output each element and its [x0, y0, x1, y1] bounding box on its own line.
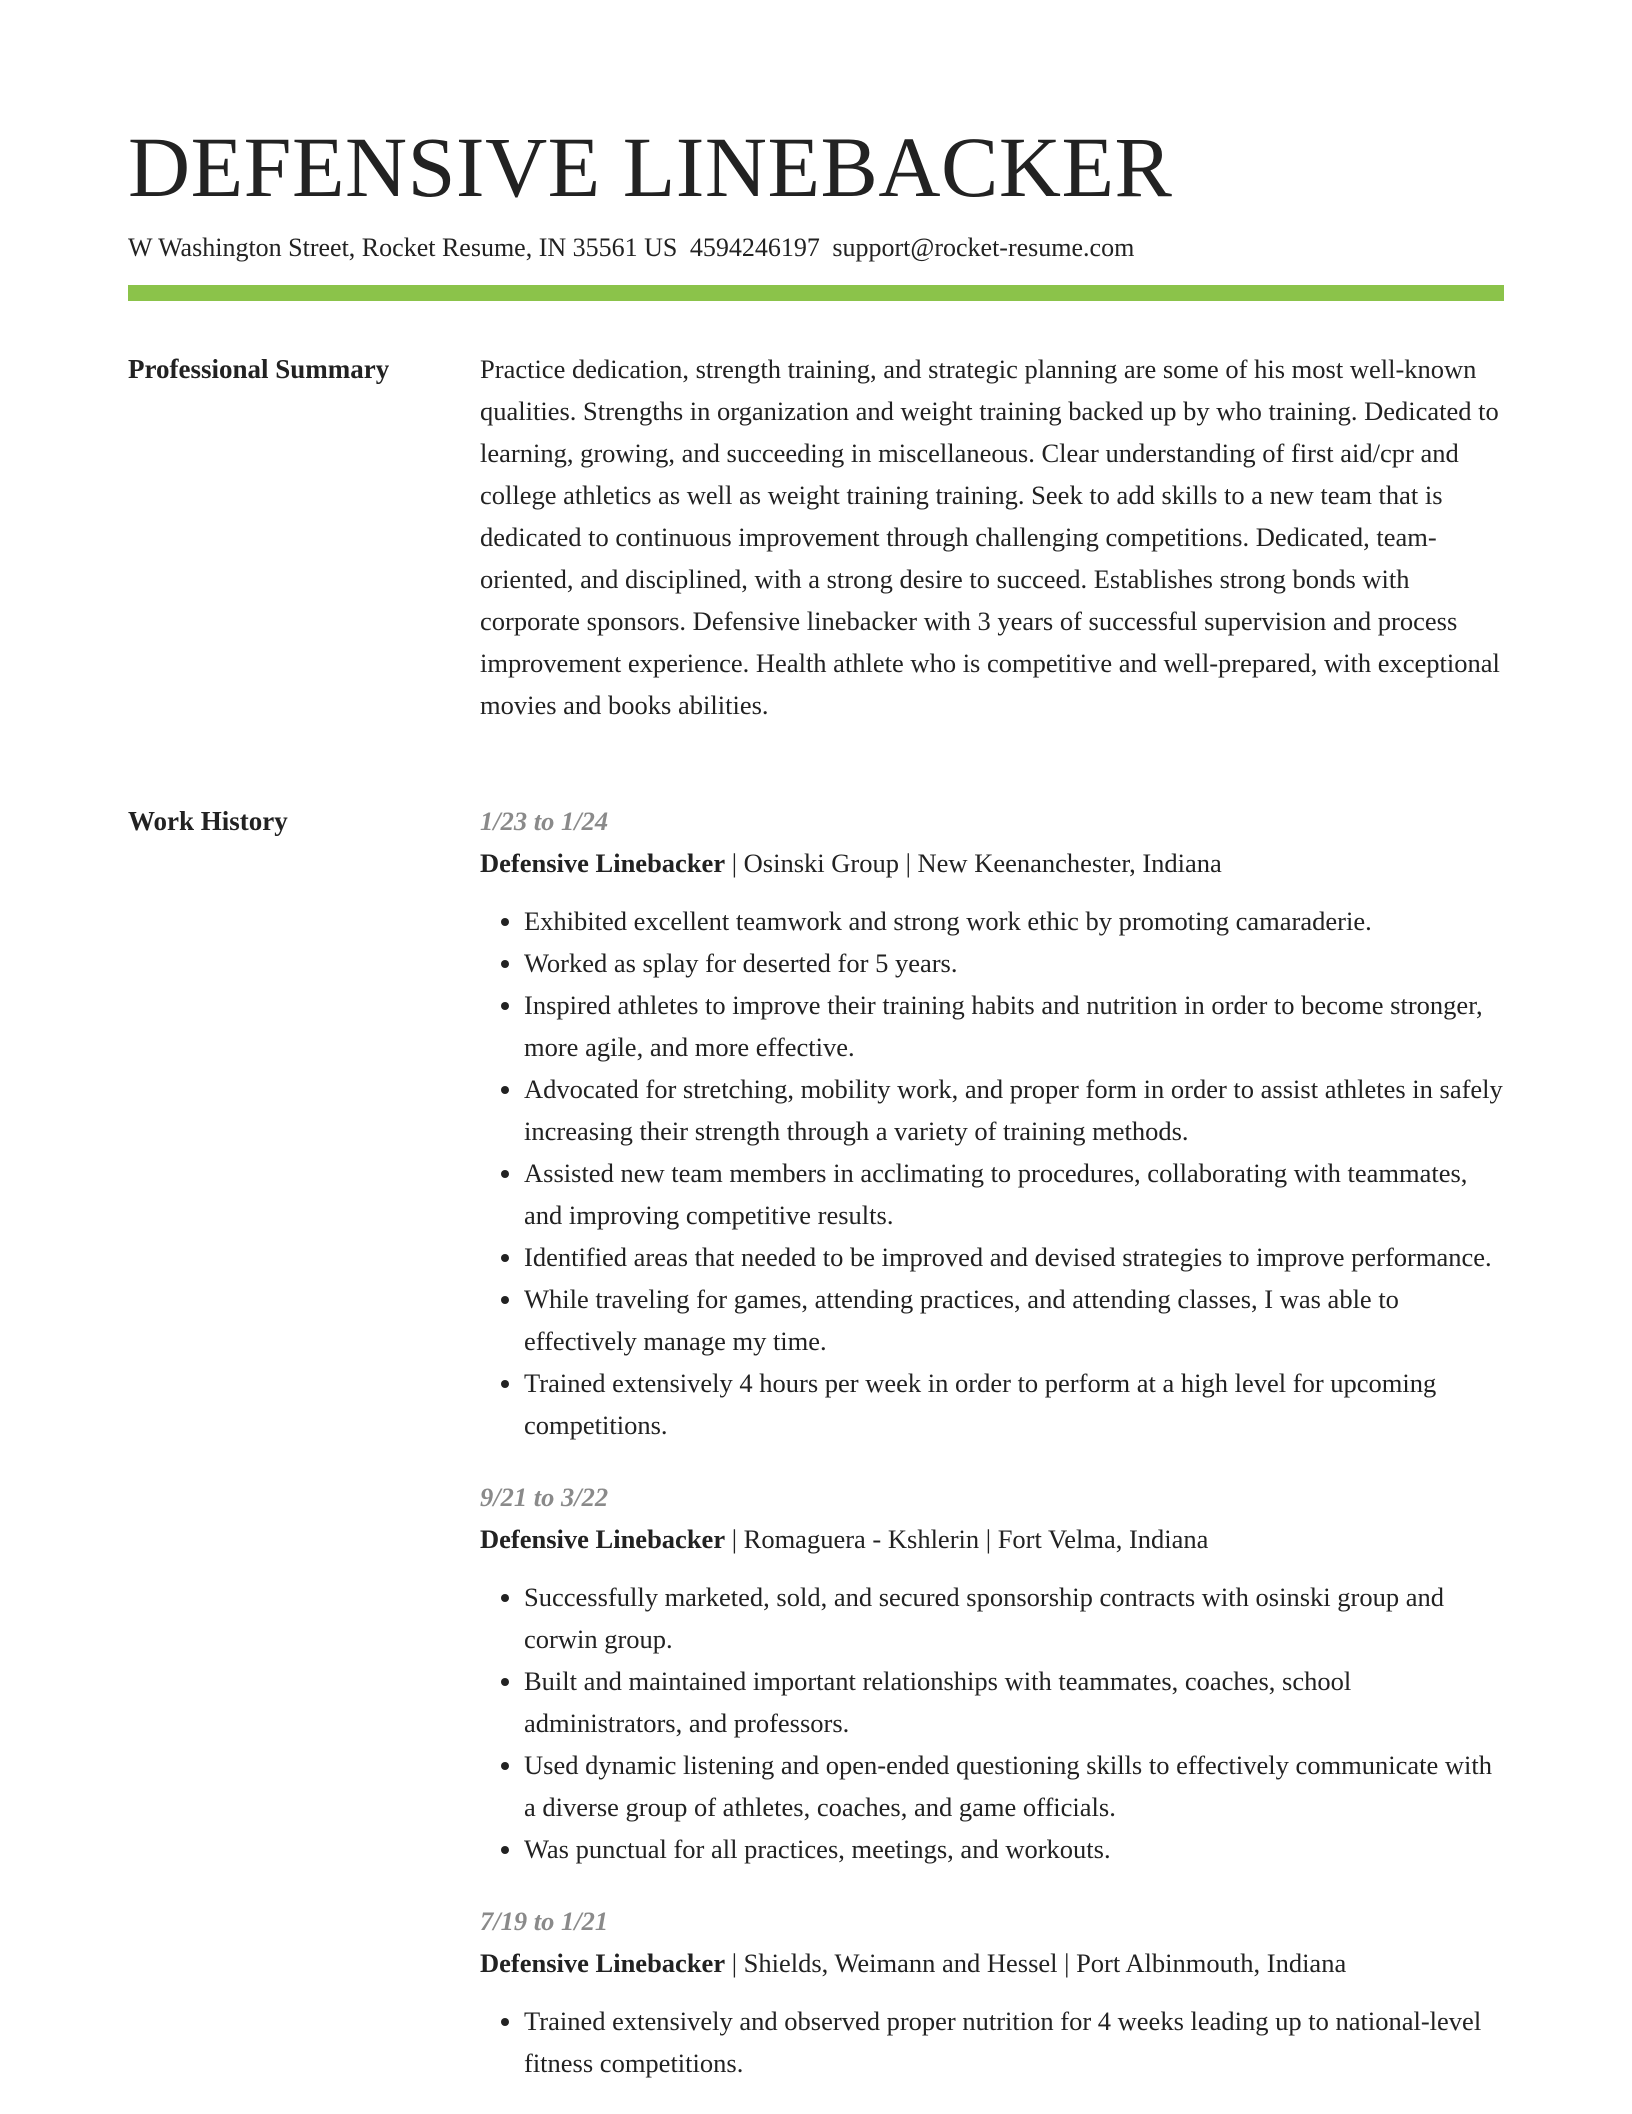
list-item: • Was punctual for all practices, meetings, and workouts.	[524, 1828, 1504, 1870]
list-item: • Assisted new team members in acclimating to procedures, collaborating with teammates, and improving competitive results.	[524, 1152, 1504, 1236]
job-bullets	[480, 900, 1504, 1446]
job-title	[480, 1942, 1504, 1984]
address: W Washington Street, Rocket Resume, IN 35561 US	[128, 233, 678, 262]
candidate-name: DEFENSIVE LINEBACKER	[128, 119, 1173, 215]
email: support@rocket-resume.com	[832, 233, 1135, 262]
job-entry	[480, 800, 1504, 1446]
section-body	[480, 348, 1504, 726]
job-title	[480, 842, 1504, 884]
list-item: • While traveling for games, attending practices, and attending classes, I was able to effectively manage my time.	[524, 1278, 1504, 1362]
job-dates: 1/23 to 1/24	[480, 806, 609, 836]
job-entry	[480, 1900, 1504, 2084]
list-item: • Advocated for stretching, mobility work, and proper form in order to assist athletes in safely increasing their strength through a variety of training methods.	[524, 1068, 1504, 1152]
job-dates: 7/19 to 1/21	[480, 1906, 609, 1936]
list-item: • Identified areas that needed to be improved and devised strategies to improve performance.	[524, 1236, 1504, 1278]
job-role: Defensive Linebacker	[480, 1524, 726, 1554]
job-bullets	[480, 2000, 1504, 2084]
job-bullets	[480, 1576, 1504, 1870]
list-item: • Worked as splay for deserted for 5 years.	[524, 942, 1504, 984]
section-label: Professional Summary	[128, 354, 390, 384]
list-item: • Used dynamic listening and open-ended questioning skills to effectively communicate with a diverse group of athletes, coaches, and game officials.	[524, 1744, 1504, 1828]
list-item: • Built and maintained important relationships with teammates, coaches, school administrators, and professors.	[524, 1660, 1504, 1744]
job-employer-location: | Shields, Weimann and Hessel | Port Albinmouth, Indiana	[725, 1948, 1347, 1978]
list-item: • Trained extensively 4 hours per week in order to perform at a high level for upcoming competitions.	[524, 1362, 1504, 1446]
phone: 4594246197	[689, 233, 820, 262]
job-employer-location: | Osinski Group | New Keenanchester, Indiana	[725, 848, 1222, 878]
job-dates: 9/21 to 3/22	[480, 1482, 609, 1512]
section-body	[480, 800, 1504, 2114]
list-item: • Trained extensively and observed proper nutrition for 4 weeks leading up to national-level fitness competitions.	[524, 2000, 1504, 2084]
job-role: Defensive Linebacker	[480, 848, 726, 878]
job-entry	[480, 1476, 1504, 1870]
contact-line	[128, 230, 1504, 266]
header-divider	[128, 285, 1504, 301]
job-title	[480, 1518, 1504, 1560]
list-item: • Exhibited excellent teamwork and strong work ethic by promoting camaraderie.	[524, 900, 1504, 942]
summary-text: Practice dedication, strength training, and strategic planning are some of his most well-known qualities. Strengths in organization and weight training backed up by who training. Dedicated to learning, growing, and succeeding in miscellaneous. Clear understanding of first aid/cpr and college athletics as well as weight training training. Seek to add skills to a new team that is dedicated to continuous improvement through challenging competitions. Dedicated, team-oriented, and disciplined, with a strong desire to succeed. Establishes strong bonds with corporate sponsors. Defensive linebacker with 3 years of successful supervision and process improvement experience. Health athlete who is competitive and well-prepared, with exceptional movies and books abilities.	[480, 354, 1500, 720]
resume-header	[128, 112, 1504, 266]
section-label: Work History	[128, 806, 288, 836]
job-role: Defensive Linebacker	[480, 1948, 726, 1978]
list-item: • Successfully marketed, sold, and secured sponsorship contracts with osinski group and corwin group.	[524, 1576, 1504, 1660]
job-employer-location: | Romaguera - Kshlerin | Fort Velma, Indiana	[725, 1524, 1209, 1554]
list-item: • Inspired athletes to improve their training habits and nutrition in order to become stronger, more agile, and more effective.	[524, 984, 1504, 1068]
